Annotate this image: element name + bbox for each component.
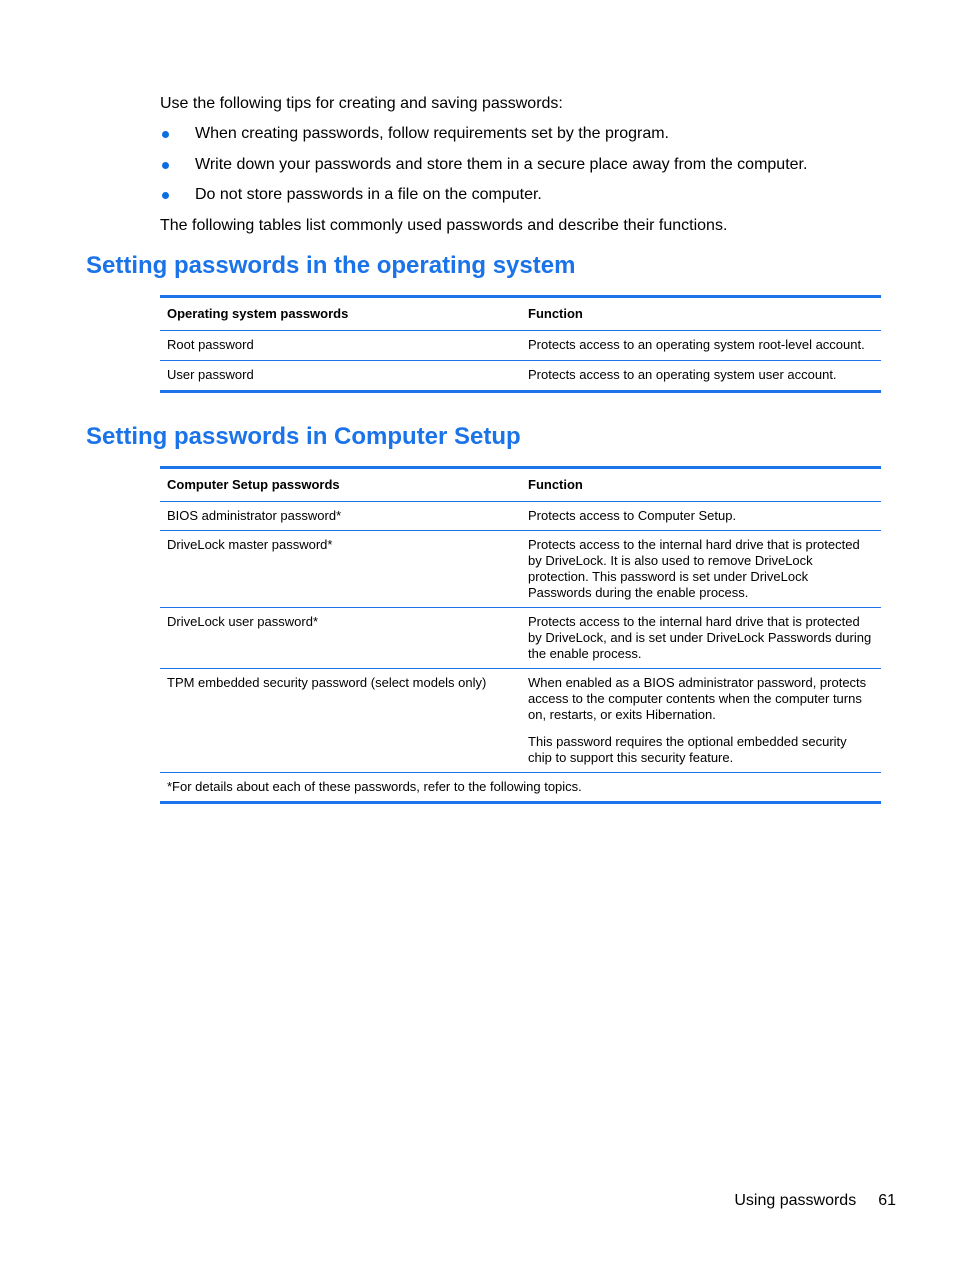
column-header: Function bbox=[521, 468, 881, 502]
outro-text: The following tables list commonly used passwords and describe their functions. bbox=[160, 217, 728, 234]
section-heading-computer-setup: Setting passwords in Computer Setup bbox=[86, 423, 521, 450]
table-footnote: *For details about each of these passwords, refer to the following topics. bbox=[167, 779, 582, 794]
table-header-row bbox=[160, 468, 881, 502]
table-footnote-row bbox=[160, 773, 881, 803]
bullet-icon bbox=[162, 131, 169, 138]
intro-text: Use the following tips for creating and saving passwords: bbox=[160, 95, 563, 112]
computer-setup-passwords-table bbox=[160, 466, 881, 804]
password-name: BIOS administrator password* bbox=[160, 502, 521, 531]
password-name: User password bbox=[167, 367, 254, 382]
password-function bbox=[521, 669, 881, 773]
function-paragraph: This password requires the optional embedded security chip to support this security feature. bbox=[528, 734, 847, 765]
password-name: TPM embedded security password (select models only) bbox=[160, 669, 521, 773]
column-header: Computer Setup passwords bbox=[160, 468, 521, 502]
password-function: Protects access to the internal hard drive that is protected by DriveLock. It is also used to remove DriveLock protection. This password is set under DriveLock Passwords during the enable process. bbox=[521, 531, 881, 608]
list-item: When creating passwords, follow requirements set by the program. bbox=[160, 124, 880, 144]
password-function: Protects access to the internal hard drive that is protected by DriveLock, and is set under DriveLock Passwords during the enable process. bbox=[521, 608, 881, 669]
footer-section-title: Using passwords bbox=[734, 1192, 857, 1209]
os-passwords-table bbox=[160, 295, 881, 393]
password-function: Protects access to an operating system user account. bbox=[528, 367, 837, 382]
password-name: Root password bbox=[160, 331, 521, 361]
column-header: Operating system passwords bbox=[160, 297, 521, 331]
section-heading-os: Setting passwords in the operating system bbox=[86, 252, 576, 279]
table-row bbox=[160, 361, 881, 392]
table-row bbox=[160, 331, 881, 361]
password-function: Protects access to an operating system root-level account. bbox=[521, 331, 881, 361]
password-name: DriveLock user password* bbox=[160, 608, 521, 669]
list-item: Write down your passwords and store them in a secure place away from the computer. bbox=[160, 155, 880, 175]
function-paragraph: When enabled as a BIOS administrator password, protects access to the computer contents when the computer turns on, restarts, or exits Hibernation. bbox=[528, 675, 867, 722]
bullet-icon bbox=[162, 162, 169, 169]
tips-list bbox=[160, 124, 880, 216]
table-row bbox=[160, 531, 881, 608]
page-footer bbox=[734, 1191, 896, 1211]
table-row bbox=[160, 608, 881, 669]
bullet-icon bbox=[162, 192, 169, 199]
password-function: Protects access to Computer Setup. bbox=[521, 502, 881, 531]
password-name: DriveLock master password* bbox=[160, 531, 521, 608]
table-row bbox=[160, 669, 881, 773]
list-item: Do not store passwords in a file on the computer. bbox=[160, 185, 880, 205]
table-row bbox=[160, 502, 881, 531]
table-header-row bbox=[160, 297, 881, 331]
column-header: Function bbox=[521, 297, 881, 331]
page-number: 61 bbox=[878, 1192, 896, 1209]
